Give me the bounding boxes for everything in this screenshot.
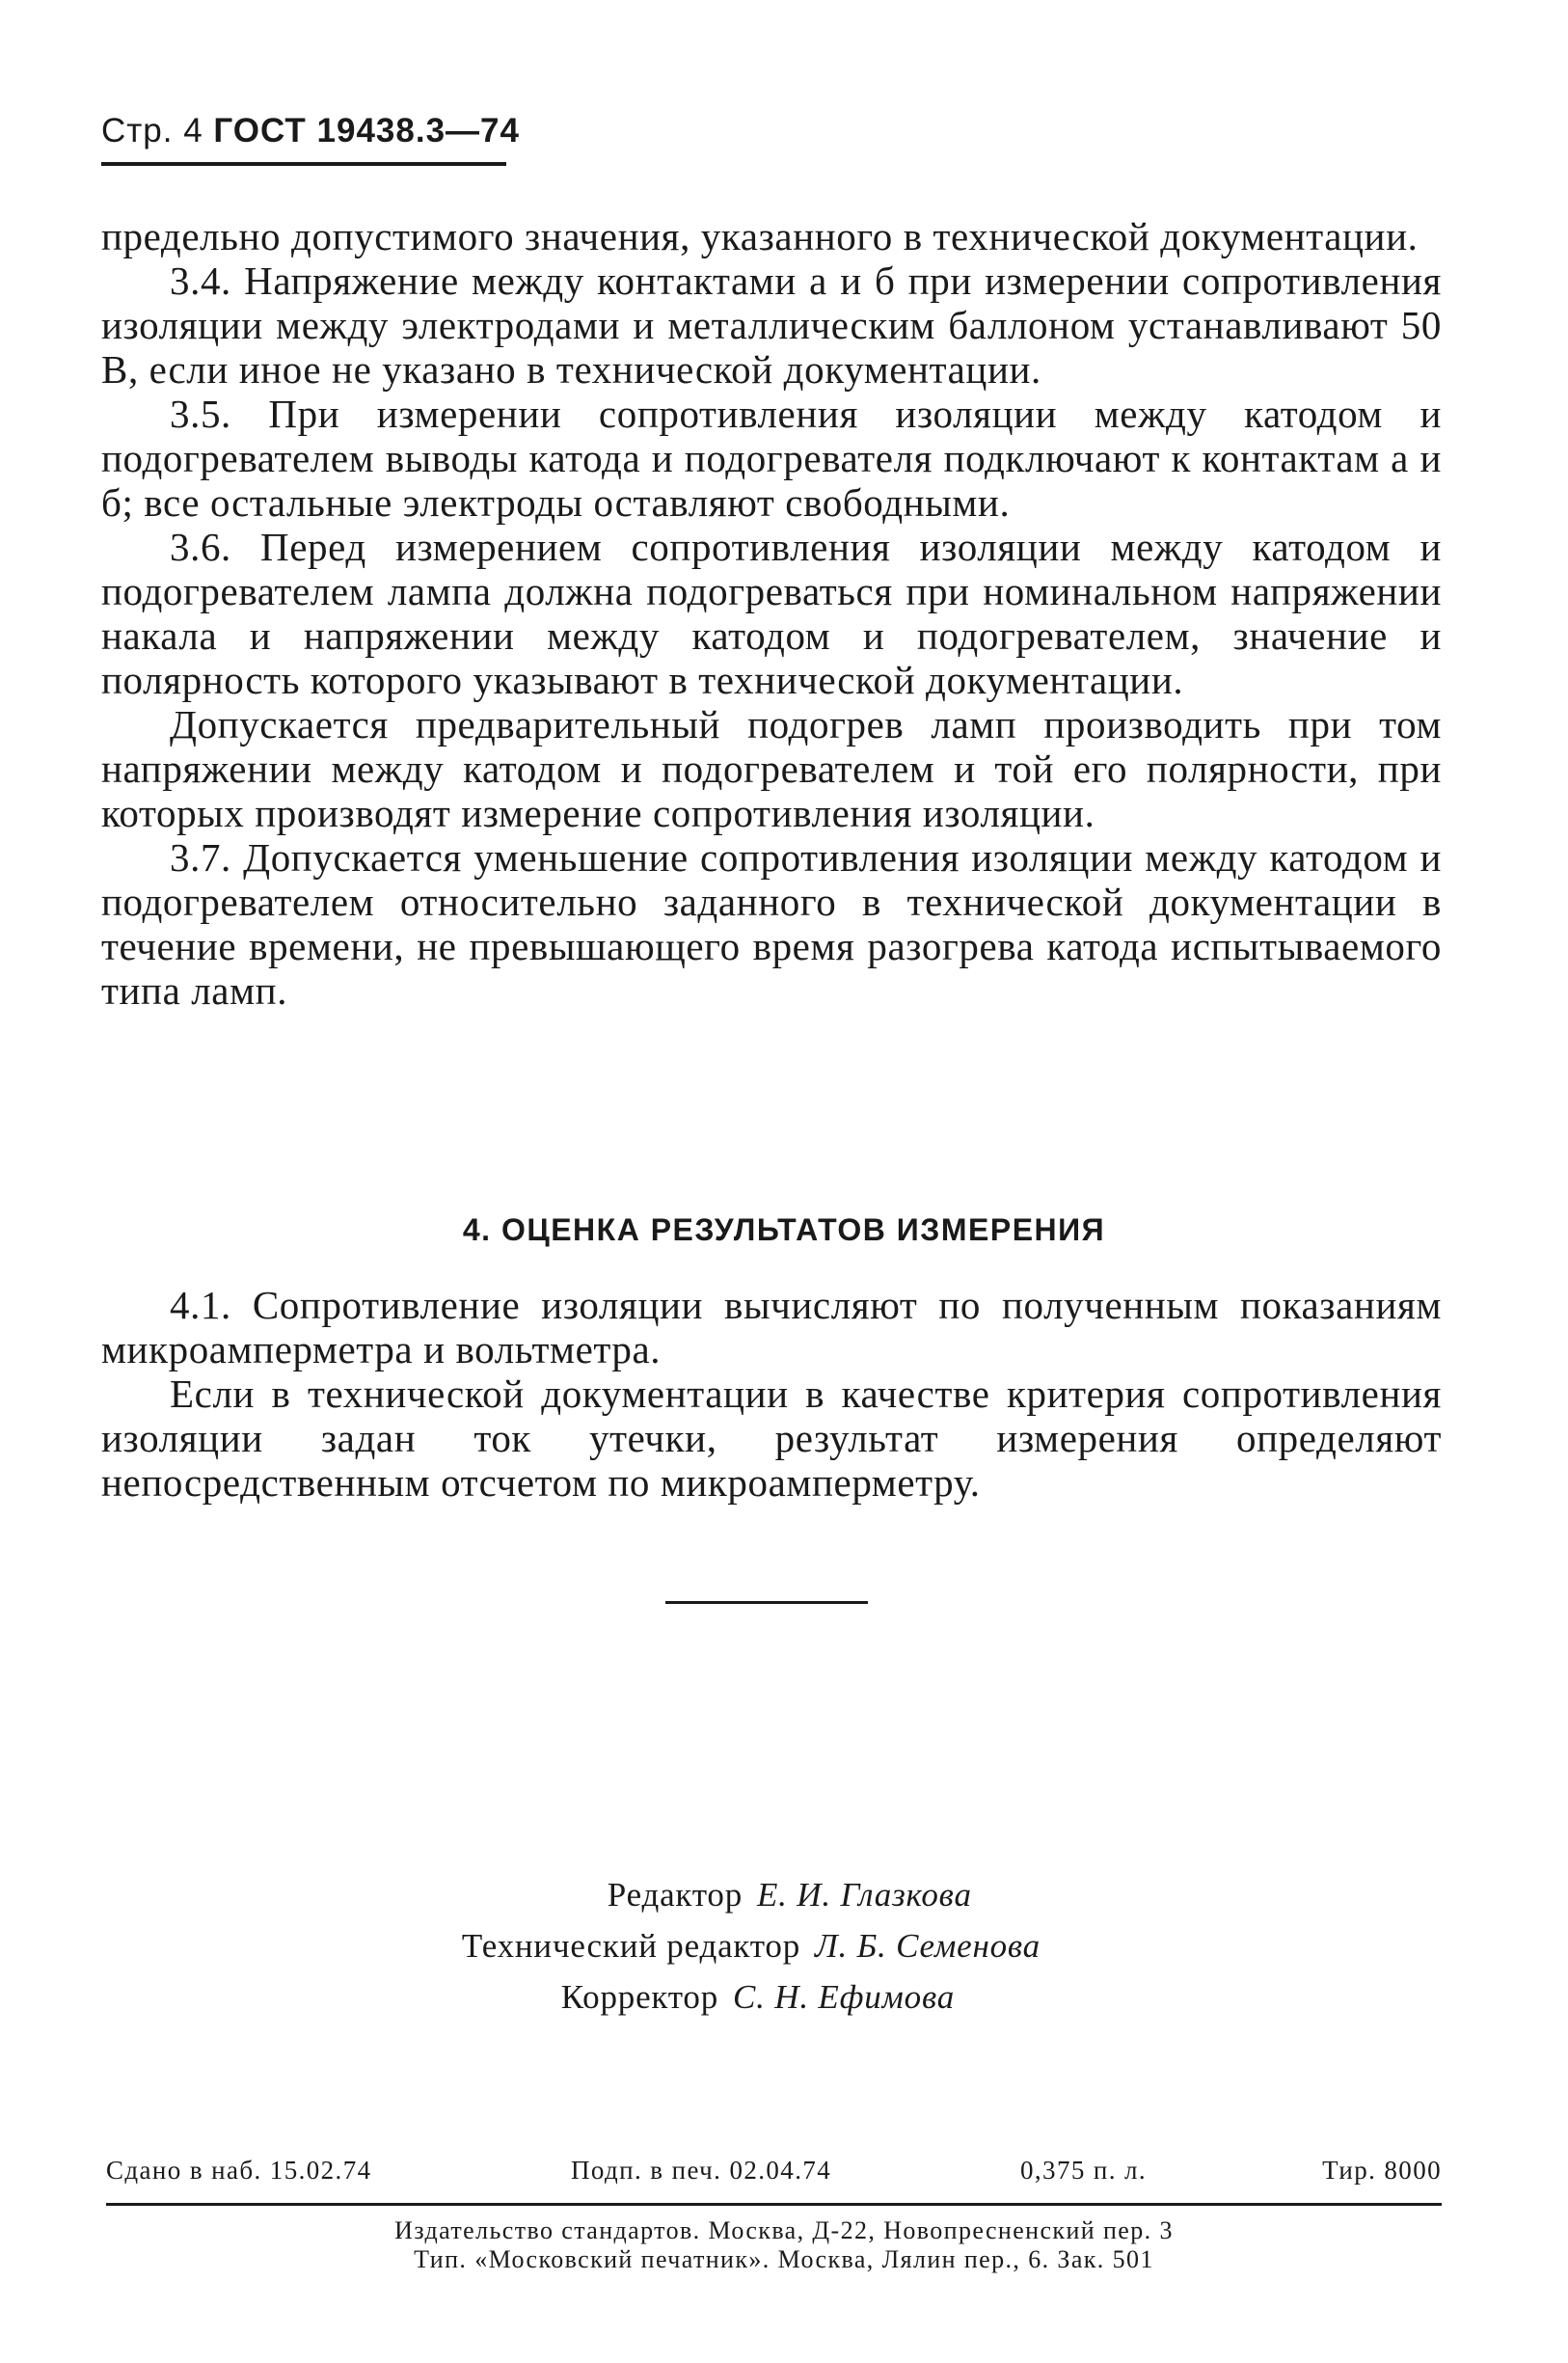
imprint-sheets: 0,375 п. л. xyxy=(1020,2156,1148,2185)
page-label: Стр. 4 xyxy=(101,112,203,149)
publisher-line: Издательство стандартов. Москва, Д-22, Новопресненский пер. 3 xyxy=(394,2216,1174,2244)
credit-name: С. Н. Ефимова xyxy=(733,1978,956,2016)
imprint-rule xyxy=(106,2203,1442,2206)
printer-line: Тип. «Московский печатник». Москва, Лялин пер., 6. Зак. 501 xyxy=(414,2245,1154,2273)
credit-name: Л. Б. Семенова xyxy=(815,1927,1041,1965)
credit-role: Корректор xyxy=(560,1978,718,2016)
paragraph-3-4: 3.4. Напряжение между контактами а и б при измерении сопротивления изоляции между электродами и металлическим баллоном устанавливают 50 В, если иное не указано в технической документации. xyxy=(101,258,1442,392)
paragraph-3-6: 3.6. Перед измерением сопротивления изоляции между катодом и подогревателем лампа должна подогреваться при номинальном напряжении накала и напряжении между катодом и подогревателем, значение и полярность которого указывают в технической документации. xyxy=(101,525,1442,702)
imprint-submitted: Сдано в наб. 15.02.74 xyxy=(106,2156,372,2185)
credit-name: Е. И. Глазкова xyxy=(757,1876,972,1914)
end-rule xyxy=(665,1601,868,1604)
credits-block xyxy=(0,1869,1568,2023)
body-text xyxy=(101,214,1442,1013)
paragraph-3-5: 3.5. При измерении сопротивления изоляции между катодом и подогревателем выводы катода и подогревателя подключают к контактам а и б; все остальные электроды оставляют свободными. xyxy=(101,392,1442,525)
credit-tech-editor xyxy=(0,1920,1568,1971)
standard-number: ГОСТ 19438.3—74 xyxy=(213,112,520,149)
publisher-info xyxy=(0,2216,1568,2274)
credit-editor xyxy=(0,1869,1568,1920)
paragraph-3-6-note: Допускается предварительный подогрев ламп производить при том напряжении между катодом и подогревателем и той его полярности, при которых производят измерение сопротивления изоляции. xyxy=(101,702,1442,835)
imprint-signed: Подп. в печ. 02.04.74 xyxy=(571,2156,832,2185)
imprint-print-run: Тир. 8000 xyxy=(1322,2156,1442,2185)
paragraph-3-7: 3.7. Допускается уменьшение сопротивления изоляции между катодом и подогревателем относительно заданного в технической документации в течение времени, не превышающего время разогрева катода испытываемого типа ламп. xyxy=(101,835,1442,1013)
section-4-body xyxy=(101,1283,1442,1505)
paragraph-4-1: 4.1. Сопротивление изоляции вычисляют по полученным показаниям микроамперметра и вольтметра. xyxy=(101,1283,1442,1372)
imprint-row xyxy=(106,2156,1442,2194)
credit-role: Технический редактор xyxy=(461,1927,800,1965)
running-head xyxy=(101,112,520,150)
credit-proofreader xyxy=(0,1971,1568,2023)
section-4-title: 4. ОЦЕНКА РЕЗУЛЬТАТОВ ИЗМЕРЕНИЯ xyxy=(462,1212,1106,1247)
credit-role: Редактор xyxy=(607,1876,743,1914)
header-rule xyxy=(101,162,506,166)
paragraph-continuation: предельно допустимого значения, указанного в технической документации. xyxy=(101,214,1419,258)
paragraph-4-1-note: Если в технической документации в качестве критерия сопротивления изоляции задан ток утечки, результат измерения определяют непосредственным отсчетом по микроамперметру. xyxy=(101,1372,1442,1505)
